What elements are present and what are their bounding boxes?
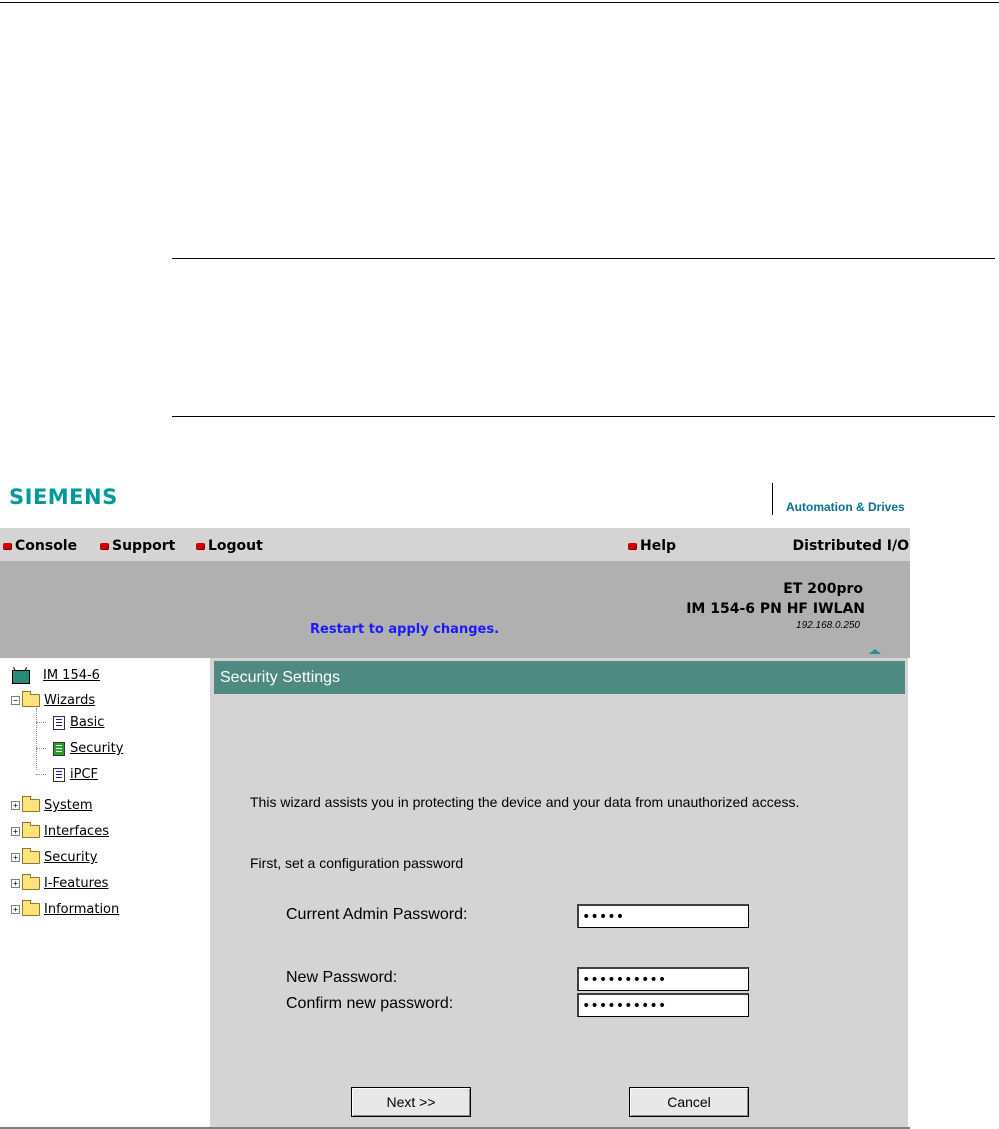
tree-item-interfaces[interactable] [11, 824, 109, 839]
siemens-logo: SIEMENS [9, 485, 118, 509]
help-menu-item[interactable] [628, 538, 676, 554]
tree-item-information[interactable] [11, 902, 119, 917]
content-panel [210, 658, 908, 1129]
tree-item-label: Information [44, 902, 120, 917]
tree-item-label: System [44, 798, 93, 813]
tree-item-label: Interfaces [44, 824, 109, 839]
expand-icon[interactable]: + [11, 879, 20, 888]
tree-item-label: iPCF [70, 767, 99, 782]
led-icon [628, 543, 637, 550]
expand-icon[interactable]: + [11, 827, 20, 836]
folder-icon [22, 903, 40, 916]
menu-bar [0, 528, 910, 561]
folder-icon [22, 799, 40, 812]
expand-icon[interactable]: + [11, 801, 20, 810]
led-icon [196, 543, 205, 550]
confirm-password-label: Confirm new password: [286, 995, 454, 1012]
tree-item-security-wizard[interactable] [53, 741, 123, 756]
wizard-intro-text: This wizard assists you in protecting the device and your data from unauthorized access. [250, 794, 800, 810]
page-icon [53, 716, 65, 730]
separator-rule-upper [172, 258, 995, 259]
new-password-label: New Password: [286, 969, 398, 986]
tree-item-wizards[interactable] [11, 693, 95, 708]
expand-icon[interactable]: + [11, 905, 20, 914]
brand-divider [772, 483, 773, 515]
support-label: Support [112, 538, 176, 554]
section-title: Distributed I/O [792, 538, 909, 554]
collapse-icon[interactable]: − [11, 696, 20, 705]
console-menu-item[interactable] [3, 538, 77, 554]
brand-tagline: Automation & Drives [786, 500, 905, 514]
help-label: Help [640, 538, 677, 554]
tree-connector [36, 708, 37, 770]
device-ip: 192.168.0.250 [796, 620, 860, 631]
page-top-rule [0, 2, 999, 3]
console-label: Console [15, 538, 78, 554]
tree-item-basic[interactable] [53, 715, 104, 730]
logout-label: Logout [208, 538, 263, 554]
cancel-button[interactable]: Cancel [629, 1087, 749, 1117]
current-password-field[interactable] [577, 904, 749, 928]
scroll-up-icon[interactable] [869, 649, 881, 654]
tree-root[interactable] [11, 667, 100, 683]
tree-item-system[interactable] [11, 798, 92, 813]
tree-connector [36, 774, 46, 775]
tree-item-security[interactable] [11, 850, 97, 865]
tree-item-label: Security [44, 850, 98, 865]
folder-icon [22, 851, 40, 864]
led-icon [100, 543, 109, 550]
brand-bar [0, 463, 910, 528]
restart-message[interactable]: Restart to apply changes. [310, 622, 500, 637]
page-icon [53, 768, 65, 782]
tree-root-label: IM 154-6 [43, 667, 100, 683]
panel-title: Security Settings [220, 669, 341, 686]
page-active-icon [53, 742, 65, 756]
tree-item-label: Security [70, 741, 124, 756]
new-password-field[interactable] [577, 967, 749, 991]
current-password-label: Current Admin Password: [286, 906, 468, 923]
tree-item-label: Wizards [44, 693, 96, 708]
tree-connector [36, 722, 46, 723]
folder-icon [22, 877, 40, 890]
led-icon [3, 543, 12, 550]
tree-item-i-features[interactable] [11, 876, 108, 891]
tree-item-label: Basic [70, 715, 105, 730]
device-model: IM 154-6 PN HF IWLAN [686, 601, 865, 617]
navigation-tree [0, 658, 210, 1129]
folder-icon [22, 825, 40, 838]
logout-menu-item[interactable] [196, 538, 263, 554]
web-management-app [0, 463, 910, 1129]
support-menu-item[interactable] [100, 538, 175, 554]
panel-title-bar [214, 661, 905, 694]
expand-icon[interactable]: + [11, 853, 20, 862]
device-icon [11, 667, 31, 683]
status-bar [0, 561, 910, 658]
separator-rule-lower [172, 416, 995, 417]
tree-connector [36, 748, 46, 749]
wizard-step-text: First, set a configuration password [250, 855, 464, 871]
tree-item-label: I-Features [44, 876, 109, 891]
tree-item-ipcf[interactable] [53, 767, 98, 782]
device-family: ET 200pro [783, 581, 863, 597]
folder-open-icon [22, 694, 40, 707]
confirm-password-field[interactable] [577, 993, 749, 1017]
next-button[interactable]: Next >> [351, 1087, 471, 1117]
